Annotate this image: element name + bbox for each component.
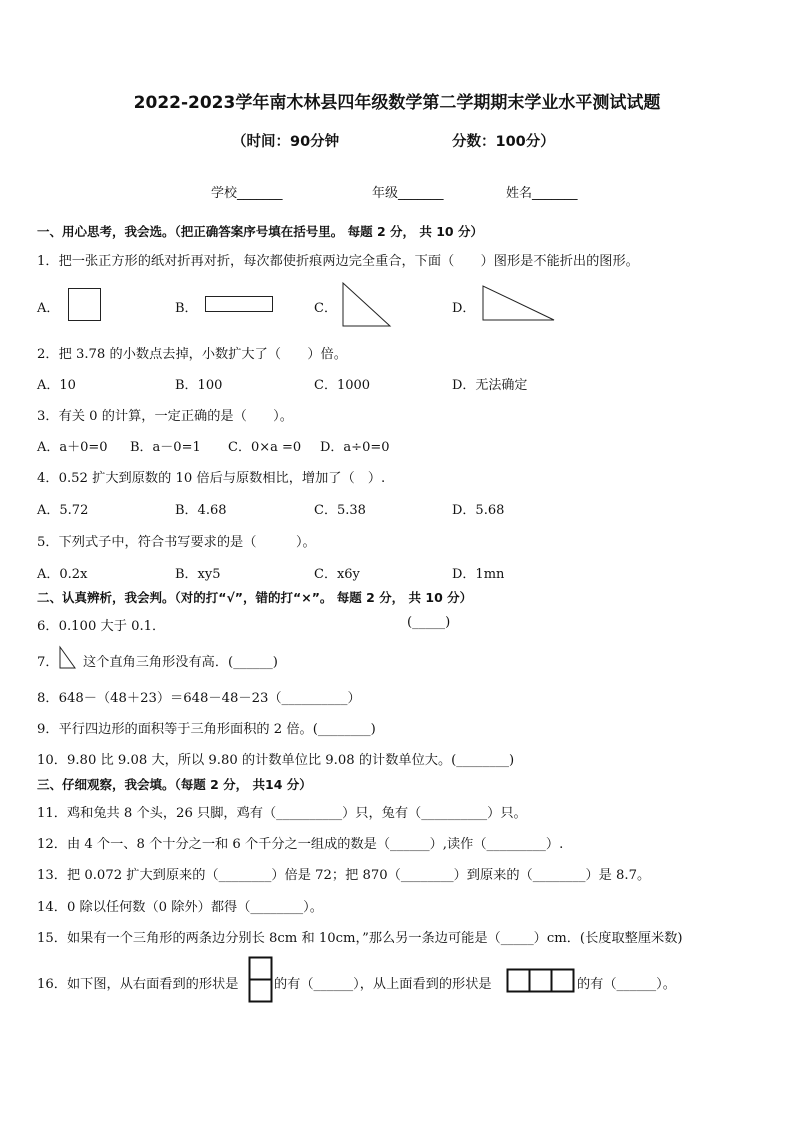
square-shape	[68, 288, 101, 321]
section2-heading: 二、认真辨析，我会判。（对的打“√”，错的打“×”。 每题 2 分， 共 10 分）	[37, 590, 473, 605]
q15-text: 15．如果有一个三角形的两条边分别长 8cm 和 10cm，”那么另一条边可能是（_____）cm．(长度取整厘米数)	[37, 931, 683, 946]
q13-text: 13．把 0.072 扩大到原来的（________）倍是 72；把 870（________）到原来的（________）是 8.7。	[37, 868, 651, 883]
q16-text-part3: 的有（______）。	[577, 977, 676, 992]
q2-option-d: D．无法确定	[452, 378, 528, 393]
q14-text: 14．0 除以任何数（0 除外）都得（________）。	[37, 900, 323, 915]
section3-heading: 三、仔细观察，我会填。（每题 2 分， 共14 分）	[37, 777, 312, 792]
q12-text: 12．由 4 个一、8 个十分之一和 6 个千分之一组成的数是（______）,读作（_________）.	[37, 837, 564, 852]
q1-option-c: C．	[314, 301, 337, 316]
top-view-three-squares-icon	[506, 968, 577, 993]
exam-score: 分数：100分）	[452, 134, 555, 150]
q4-option-b: B．4.68	[175, 503, 227, 518]
exam-time: （时间：90分钟	[232, 134, 340, 150]
q3-option-d: D．a÷0=0	[320, 440, 390, 455]
q3-option-b: B．a－0=1	[130, 440, 201, 455]
q4-option-d: D．5.68	[452, 503, 505, 518]
q9-text: 9．平行四边形的面积等于三角形面积的 2 倍。(________)	[37, 722, 376, 737]
q1-text: 1．把一张正方形的纸对折再对折，每次都使折痕两边完全重合，下面（ ）图形是不能折出的图形。	[37, 254, 639, 269]
school-field: 学校_______	[211, 186, 283, 201]
obtuse-triangle-shape	[481, 284, 557, 324]
q4-option-a: A．5.72	[37, 503, 89, 518]
q5-option-b: B．xy5	[175, 567, 221, 582]
q2-option-c: C．1000	[314, 378, 371, 393]
q1-option-d: D．	[452, 301, 476, 316]
right-triangle-shape	[341, 281, 393, 329]
rectangle-shape	[205, 296, 273, 312]
q5-option-d: D．1mn	[452, 567, 505, 582]
q5-text: 5．下列式子中，符合书写要求的是（ ）。	[37, 535, 316, 550]
q8-text: 8．648－（48＋23）＝648－48－23（__________）	[37, 691, 361, 706]
q4-text: 4．0.52 扩大到原数的 10 倍后与原数相比，增加了（ ）.	[37, 471, 386, 486]
q6-blank: (_____)	[407, 615, 451, 630]
q2-option-a: A．10	[37, 378, 76, 393]
section1-heading: 一、用心思考，我会选。（把正确答案序号填在括号里。 每题 2 分， 共 10 分）	[37, 224, 483, 239]
q10-text: 10．9.80 比 9.08 大，所以 9.80 的计数单位比 9.08 的计数单位大。(________)	[37, 753, 515, 768]
q5-option-c: C．x6y	[314, 567, 360, 582]
q1-option-a: A．	[37, 301, 60, 316]
name-field: 姓名_______	[506, 186, 578, 201]
q3-option-c: C．0×a =0	[228, 440, 302, 455]
q7-text: 这个直角三角形没有高．(______)	[83, 655, 278, 670]
q3-text: 3．有关 0 的计算，一定正确的是（ ）。	[37, 409, 293, 424]
q3-option-a: A．a＋0=0	[37, 440, 108, 455]
q5-option-a: A．0.2x	[37, 567, 88, 582]
q1-option-b: B．	[175, 301, 198, 316]
q4-option-c: C．5.38	[314, 503, 366, 518]
q11-text: 11．鸡和兔共 8 个头，26 只脚，鸡有（__________）只，兔有（__________）只。	[37, 806, 527, 821]
grade-field: 年级_______	[372, 186, 444, 201]
right-view-two-squares-icon	[248, 956, 274, 1004]
q7-number: 7．	[37, 655, 59, 670]
q16-text-part2: 的有（______），从上面看到的形状是	[274, 977, 492, 992]
exam-title: 2022-2023学年南木林县四年级数学第二学期期末学业水平测试试题	[133, 93, 661, 113]
q2-text: 2．把 3.78 的小数点去掉，小数扩大了（ ）倍。	[37, 347, 347, 362]
q16-text-part1: 16．如下图，从右面看到的形状是	[37, 977, 239, 992]
q2-option-b: B．100	[175, 378, 223, 393]
small-right-triangle-icon	[58, 645, 78, 671]
q6-text: 6．0.100 大于 0.1．	[37, 619, 166, 634]
